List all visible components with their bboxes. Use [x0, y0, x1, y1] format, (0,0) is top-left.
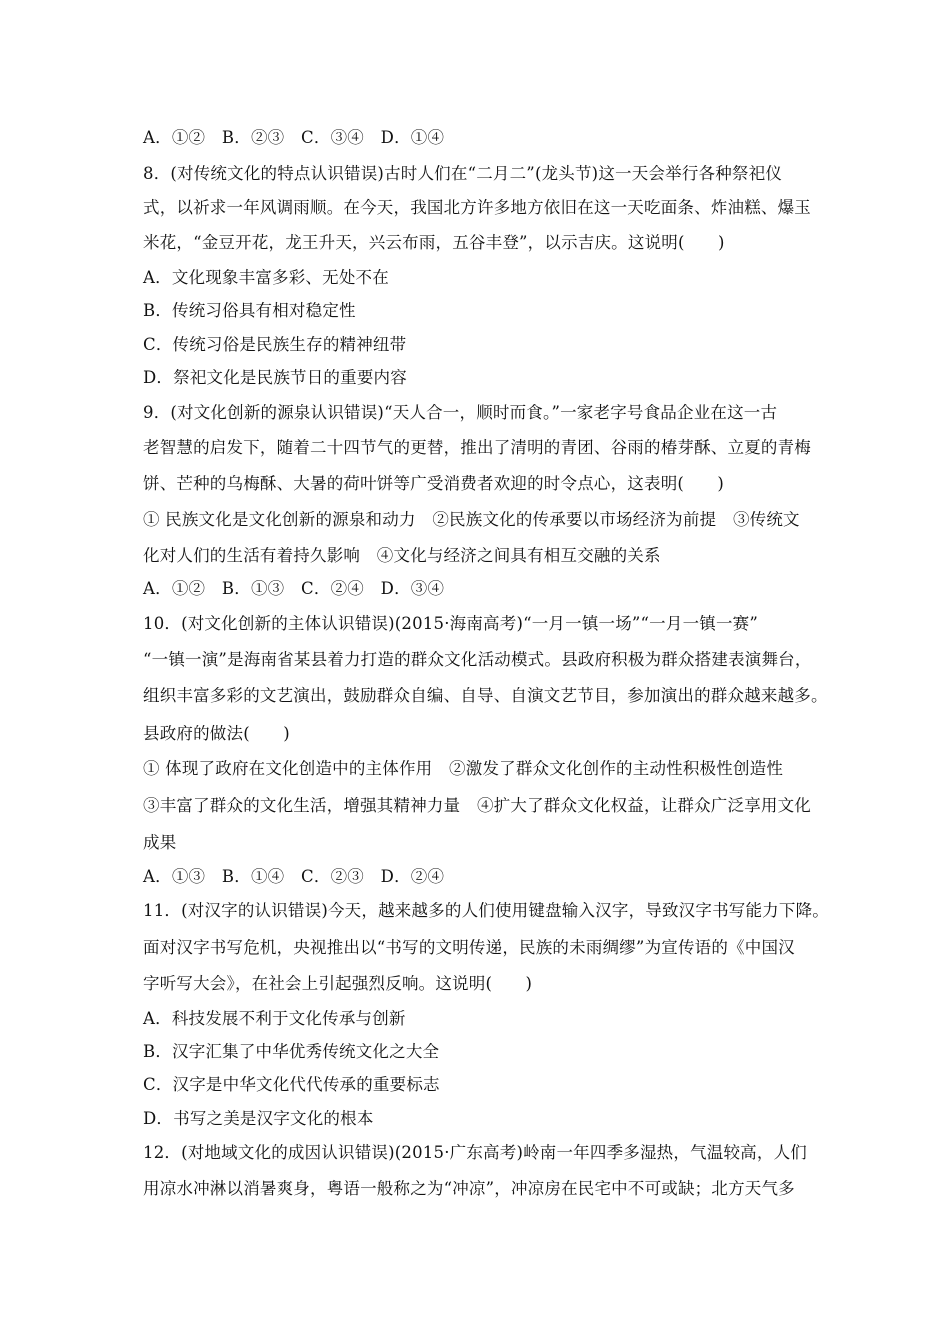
question-9-line-2: 老智慧的启发下，随着二十四节气的更替，推出了清明的青团、谷雨的椿芽酥、立夏的青梅	[143, 438, 811, 457]
question-11-line-1: 11．(对汉字的认识错误)今天，越来越多的人们使用键盘输入汉字，导致汉字书写能力下降。	[143, 901, 829, 920]
question-10-statements-1: ① 体现了政府在文化创造中的主体作用 ②激发了群众文化创作的主动性积极性创造性	[143, 759, 784, 778]
question-10-statements-2: ③丰富了群众的文化生活，增强其精神力量 ④扩大了群众文化权益，让群众广泛享用文化	[143, 796, 811, 815]
question-12-line-2: 用凉水冲淋以消暑爽身，粤语一般称之为“冲凉”，冲凉房在民宅中不可或缺；北方天气多	[143, 1179, 795, 1198]
question-11-option-b: B．汉字汇集了中华优秀传统文化之大全	[143, 1042, 440, 1061]
question-8-option-b: B．传统习俗具有相对稳定性	[143, 301, 356, 320]
question-8-line-2: 式，以祈求一年风调雨顺。在今天，我国北方许多地方依旧在这一天吃面条、炸油糕、爆玉	[143, 198, 811, 217]
question-11-line-2: 面对汉字书写危机，央视推出以“书写的文明传递，民族的未雨绸缪”为宣传语的《中国汉	[143, 938, 795, 957]
question-9-statements-2: 化对人们的生活有着持久影响 ④文化与经济之间具有相互交融的关系	[143, 546, 661, 565]
question-8-line-1: 8．(对传统文化的特点认识错误)古时人们在“二月二”(龙头节)这一天会举行各种祭祀仪	[143, 164, 783, 183]
question-11-option-a: A．科技发展不利于文化传承与创新	[143, 1009, 406, 1028]
question-9-line-1: 9．(对文化创新的源泉认识错误)“天人合一，顺时而食。”一家老字号食品企业在这一古	[143, 403, 778, 422]
question-12-line-1: 12．(对地域文化的成因认识错误)(2015·广东高考)岭南一年四季多湿热，气温较高，人们	[143, 1143, 807, 1162]
question-10-line-4: 县政府的做法( )	[143, 724, 290, 743]
question-8-line-3: 米花，“金豆开花，龙王升天，兴云布雨，五谷丰登”，以示吉庆。这说明( )	[143, 233, 725, 252]
answer-options-q7: A．①② B．②③ C．③④ D．①④	[143, 128, 445, 147]
question-10-line-3: 组织丰富多彩的文艺演出，鼓励群众自编、自导、自演文艺节目，参加演出的群众越来越多。	[143, 686, 828, 705]
question-11-line-3: 字听写大会》，在社会上引起强烈反响。这说明( )	[143, 974, 533, 993]
question-9-statements-1: ① 民族文化是文化创新的源泉和动力 ②民族文化的传承要以市场经济为前提 ③传统文	[143, 510, 800, 529]
question-10-line-2: “一镇一演”是海南省某县着力打造的群众文化活动模式。县政府积极为群众搭建表演舞台，	[143, 650, 812, 669]
question-10-line-1: 10．(对文化创新的主体认识错误)(2015·海南高考)“一月一镇一场”“一月一镇一赛”	[143, 614, 759, 633]
question-10-statements-3: 成果	[143, 833, 177, 852]
question-9-line-3: 饼、芒种的乌梅酥、大暑的荷叶饼等广受消费者欢迎的时令点心，这表明( )	[143, 474, 725, 493]
question-8-option-c: C．传统习俗是民族生存的精神纽带	[143, 335, 407, 354]
question-11-option-c: C．汉字是中华文化代代传承的重要标志	[143, 1075, 440, 1094]
question-8-option-d: D．祭祀文化是民族节日的重要内容	[143, 368, 407, 387]
answer-options-q10: A．①③ B．①④ C．②③ D．②④	[143, 867, 445, 886]
question-8-option-a: A．文化现象丰富多彩、无处不在	[143, 268, 389, 287]
question-11-option-d: D．书写之美是汉字文化的根本	[143, 1109, 374, 1128]
answer-options-q9: A．①② B．①③ C．②④ D．③④	[143, 579, 445, 598]
